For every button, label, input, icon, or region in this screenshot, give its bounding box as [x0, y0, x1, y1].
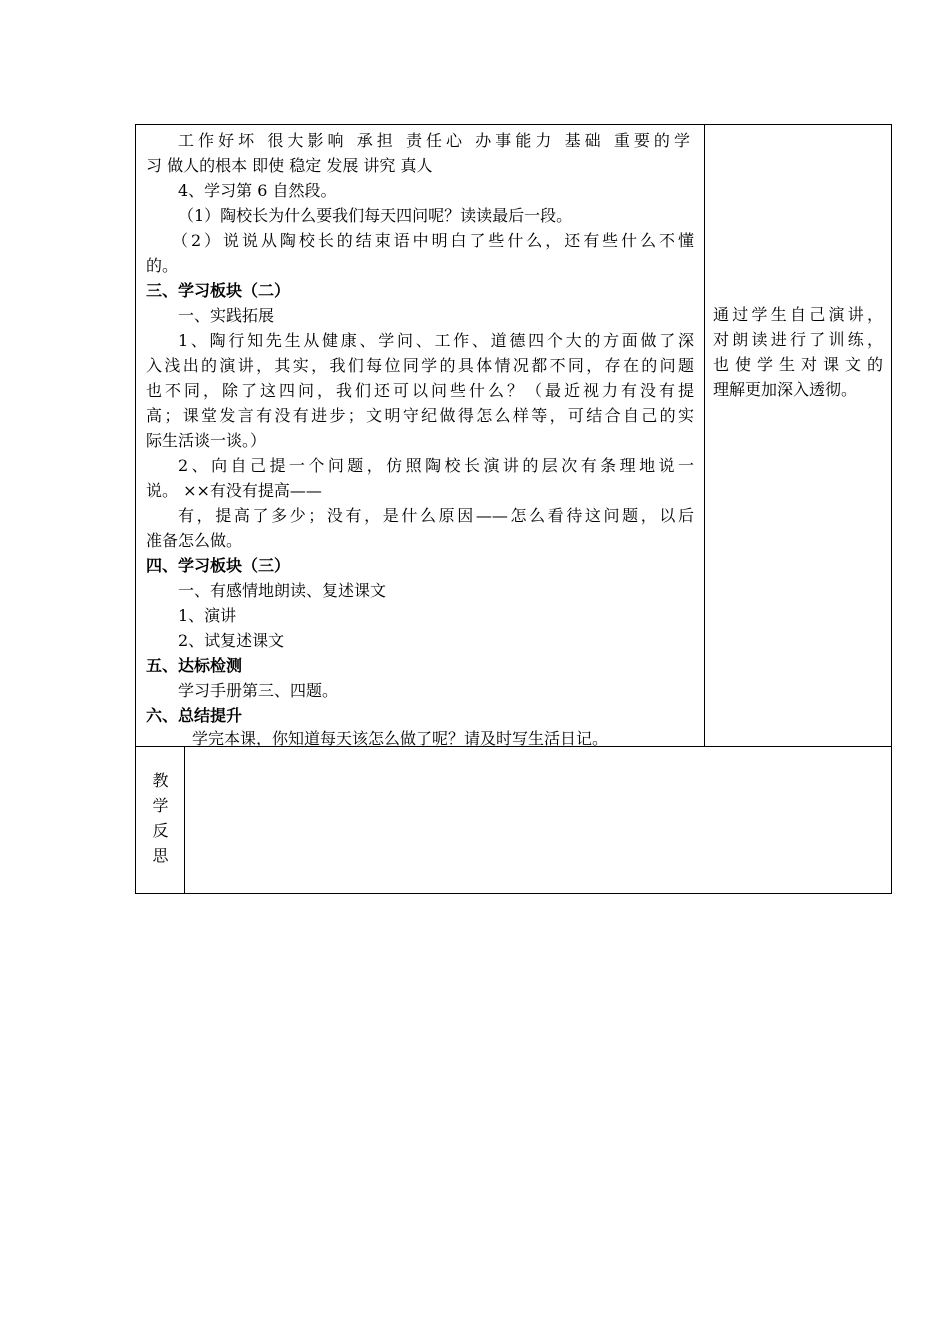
content-line: 有，提高了多少；没有，是什么原因——怎么看待这问题，以后: [178, 506, 694, 525]
content-line: 习 做人的根本 即使 稳定 发展 讲究 真人: [146, 156, 433, 175]
content-line: 一、实践拓展: [178, 306, 275, 325]
lesson-plan-table: [135, 124, 892, 894]
content-line: 准备怎么做。: [146, 531, 243, 550]
lesson-content-cell: [135, 124, 705, 747]
content-line: 1、陶行知先生从健康、学问、工作、道德四个大的方面做了深: [178, 331, 694, 350]
note-line: 也使学生对课文的: [713, 355, 883, 374]
section-heading: 三、学习板块（二）: [146, 281, 291, 300]
reflection-label-char: 思: [152, 846, 169, 865]
content-line: 高；课堂发言有没有进步；文明守纪做得怎么样等，可结合自己的实: [146, 406, 694, 425]
content-line: 说。 ××有没有提高——: [146, 481, 322, 500]
content-line: 学完本课，你知道每天该怎么做了呢？请及时写生活日记。: [192, 729, 609, 748]
content-line: 2、试复述课文: [178, 631, 285, 650]
section-heading: 六、总结提升: [146, 706, 243, 725]
note-line: 对朗读进行了训练，: [713, 330, 883, 349]
reflection-content-cell[interactable]: [184, 746, 892, 894]
content-line: 的。: [146, 256, 179, 275]
reflection-label-cell: [135, 746, 185, 894]
section-heading: 五、达标检测: [146, 656, 243, 675]
content-line: （2）说说从陶校长的结束语中明白了些什么，还有些什么不懂: [172, 231, 694, 250]
content-line: 工作好坏 很大影响 承担 责任心 办事能力 基础 重要的学: [178, 131, 690, 150]
teaching-note-cell: [704, 124, 892, 747]
content-line: 4、学习第 6 自然段。: [178, 181, 337, 200]
content-line: 一、有感情地朗读、复述课文: [178, 581, 387, 600]
content-line: 1、演讲: [178, 606, 237, 625]
reflection-label-char: 反: [152, 821, 169, 840]
reflection-label-char: 学: [152, 796, 169, 815]
content-line: 学习手册第三、四题。: [178, 681, 339, 700]
content-line: 入浅出的演讲，其实，我们每位同学的具体情况都不同，存在的问题: [146, 356, 694, 375]
content-line: 2、向自己提一个问题，仿照陶校长演讲的层次有条理地说一: [178, 456, 694, 475]
content-line: 际生活谈一谈。）: [146, 431, 267, 450]
content-line: （1）陶校长为什么要我们每天四问呢？读读最后一段。: [178, 206, 573, 225]
section-heading: 四、学习板块（三）: [146, 556, 291, 575]
content-line: 也不同，除了这四问，我们还可以问些什么？（最近视力有没有提: [146, 381, 694, 400]
reflection-label-char: 教: [152, 771, 169, 790]
note-line: 理解更加深入透彻。: [713, 380, 858, 399]
note-line: 通过学生自己演讲，: [713, 305, 883, 324]
